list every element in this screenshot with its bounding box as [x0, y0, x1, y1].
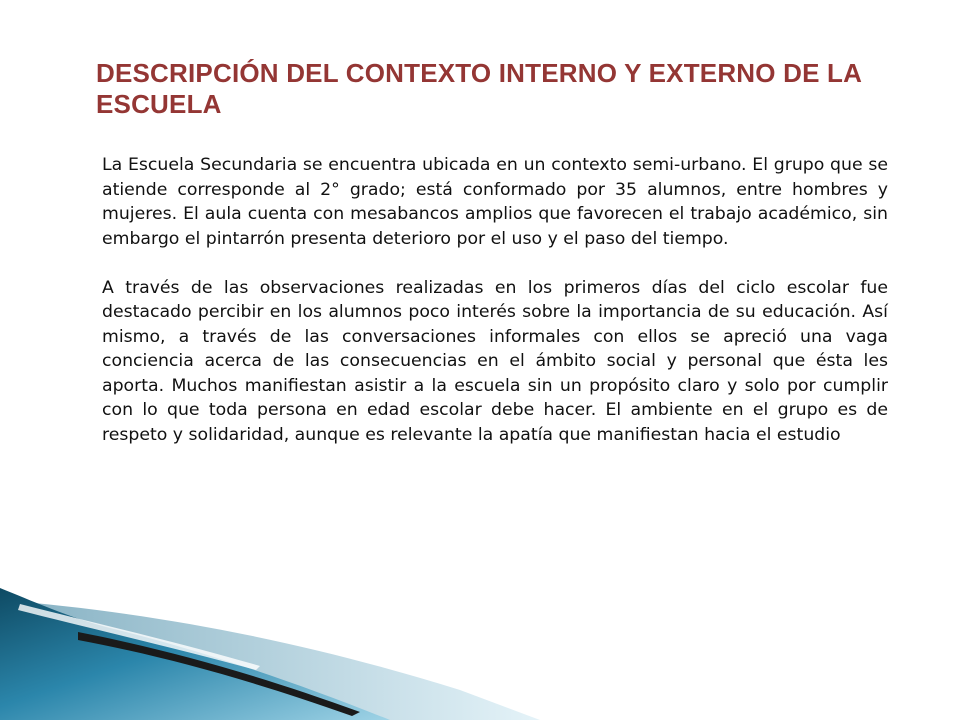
wave-white-sliver — [18, 604, 260, 670]
paragraph-context: La Escuela Secundaria se encuentra ubicada en un contexto semi-urbano. El grupo que se atiende corresponde al 2° grado; está conformado por 35 alumnos, entre hombres y mujeres. El aula cuenta con mesabancos amplios que favorecen el trabajo académico, sin embargo el pintarrón presenta deterioro por el uso y el paso del tiempo. — [102, 155, 888, 249]
paragraph-observations: A través de las observaciones realizadas en los primeros días del ciclo escolar fue destacado percibir en los alumnos poco interés sobre la importancia de su educación. Así mismo, a través de las conversaciones informales con ellos se apreció una vaga conciencia acerca de las consecuencias en el ámbito social y personal que ésta les aporta. Muchos manifiestan asistir a la escuela sin un propósito claro y solo por cumplir con lo que toda persona en edad escolar debe hacer. El ambiente en el grupo es de respeto y solidaridad, aunque es relevante la apatía que manifiestan hacia el estudio — [102, 277, 888, 445]
wave-blue-band — [0, 588, 390, 720]
slide-title: DESCRIPCIÓN DEL CONTEXTO INTERNO Y EXTERNO DE LA ESCUELA — [96, 58, 862, 119]
slide-body — [102, 153, 888, 447]
wave-dark-stripe — [78, 632, 360, 716]
wave-light-band — [0, 600, 540, 720]
